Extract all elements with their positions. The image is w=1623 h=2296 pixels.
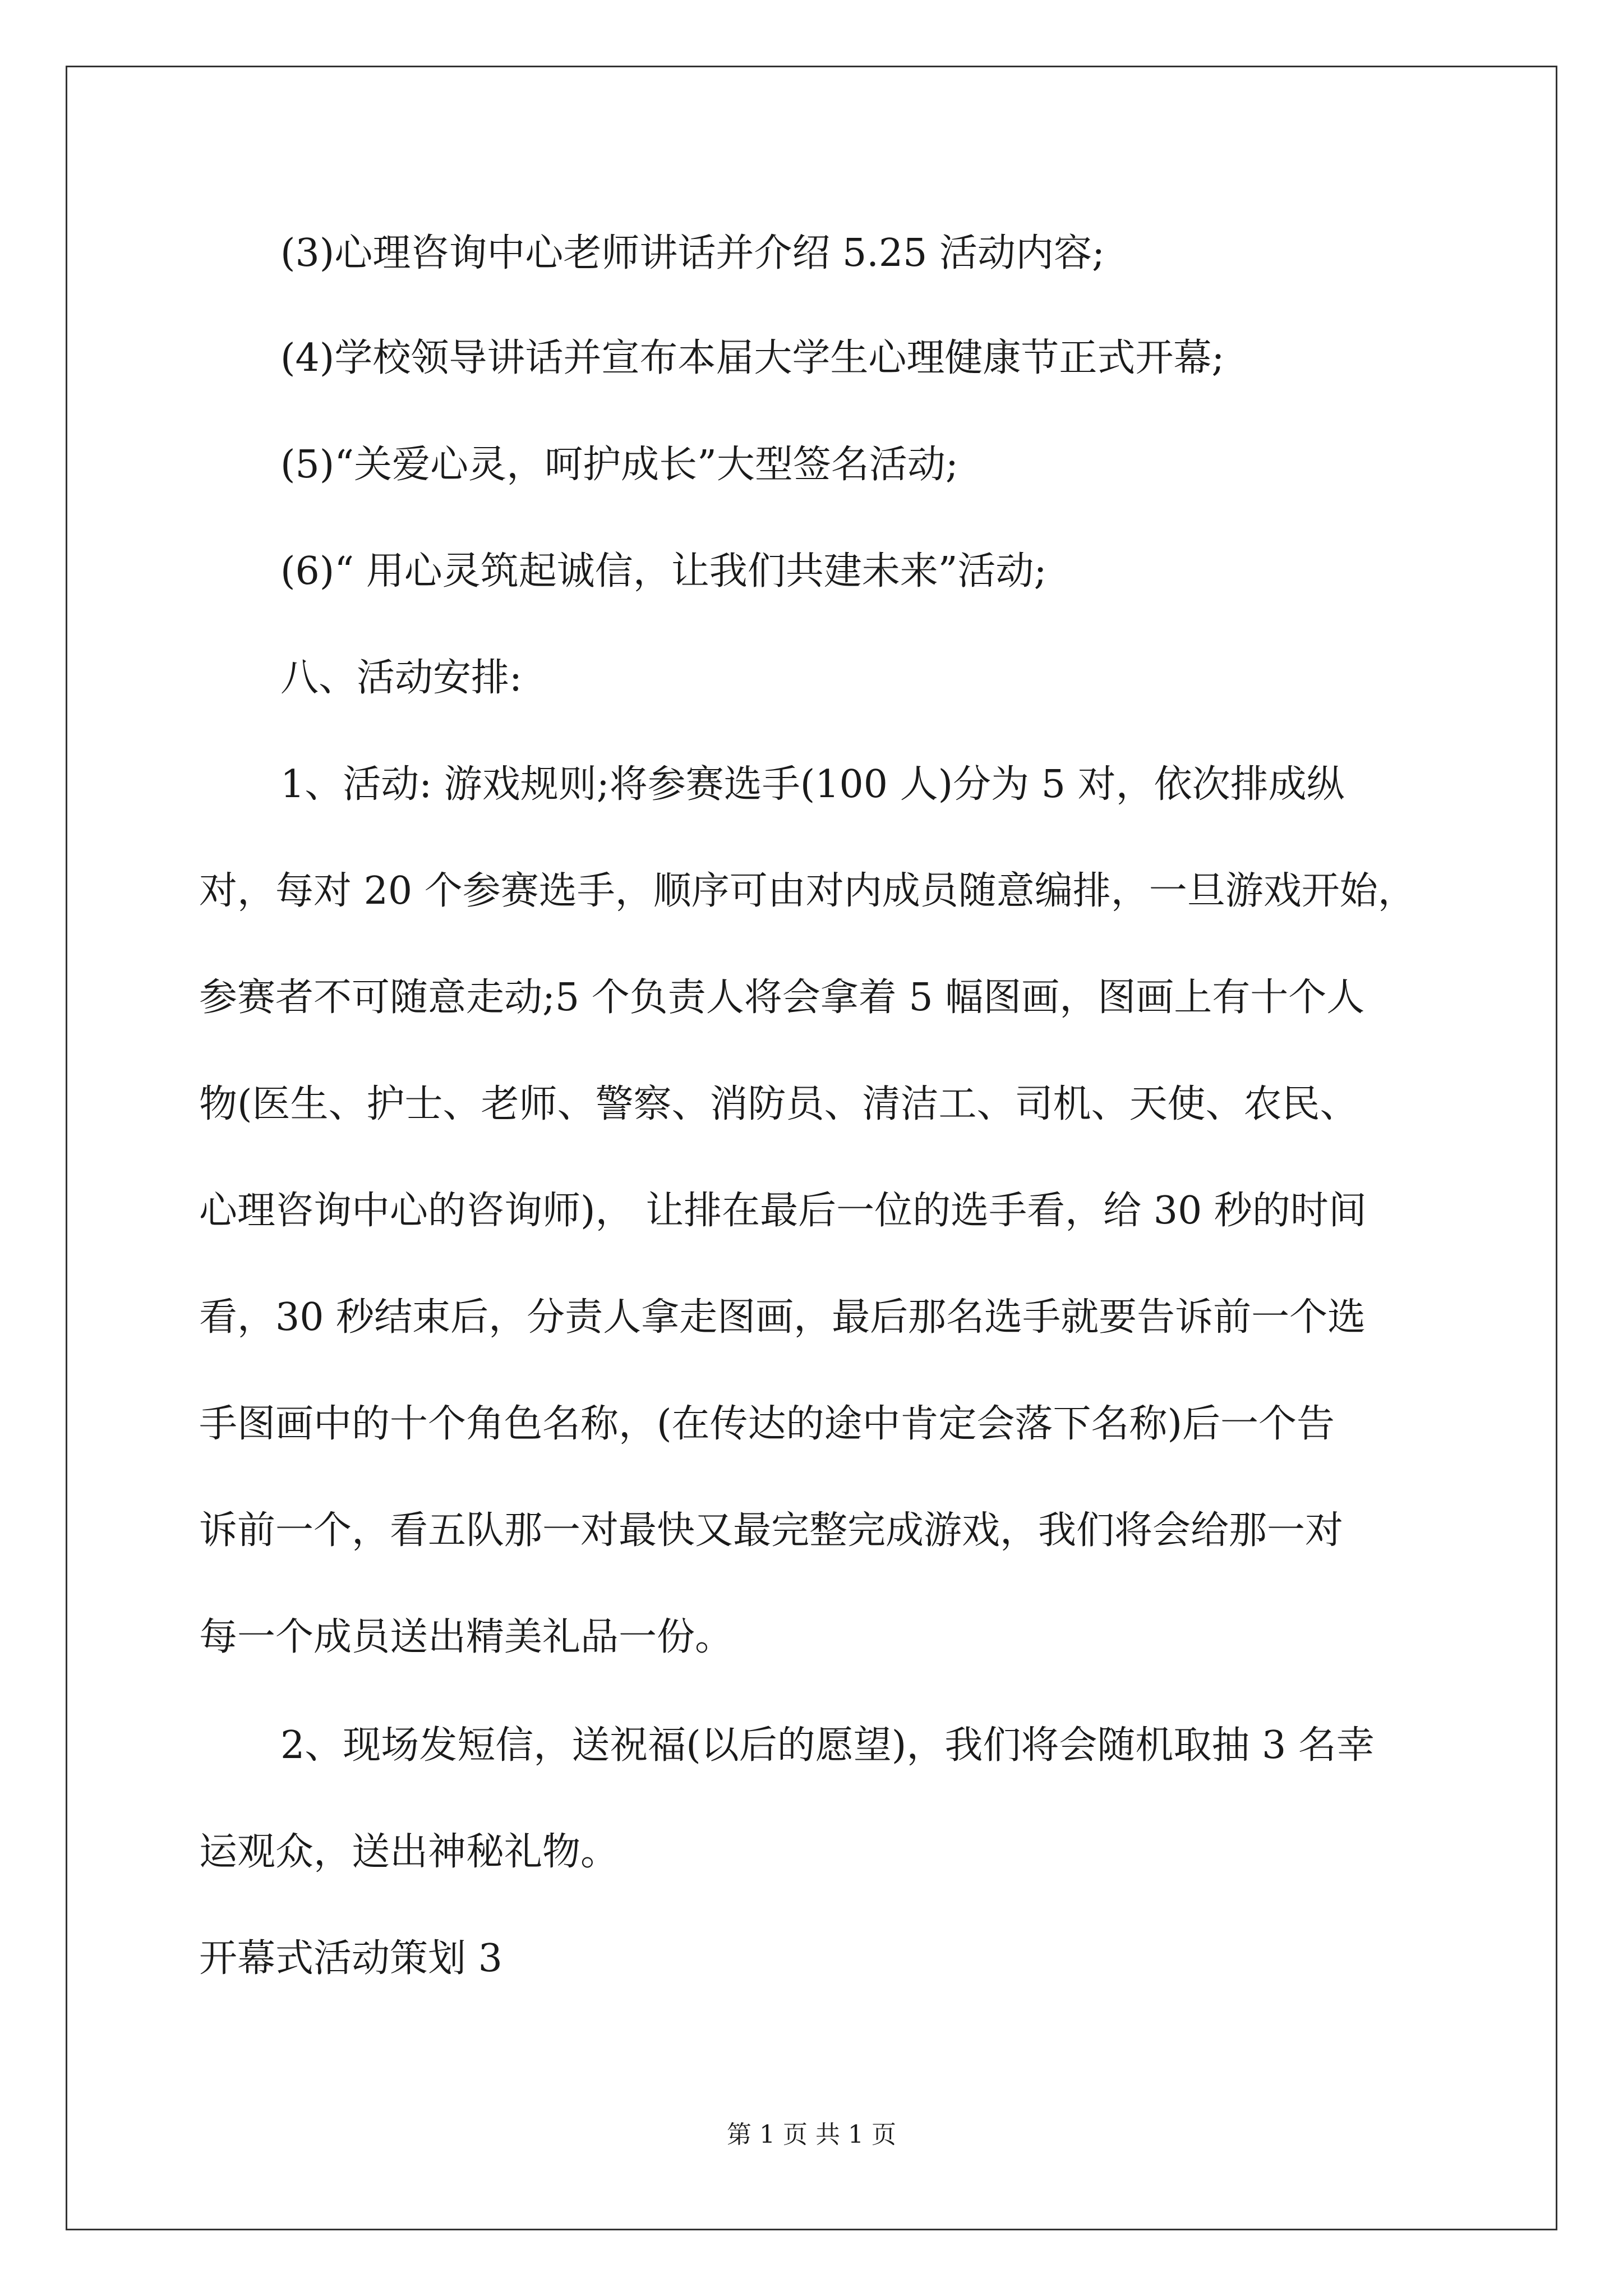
- page-border: [66, 66, 1557, 2230]
- section-heading: 开幕式活动策划 3: [199, 1936, 502, 1981]
- activity-1-line-5: 心理咨询中心的咨询师)， 让排在最后一位的选手看，给 30 秒的时间: [199, 1189, 1367, 1233]
- activity-1-line-9: 每一个成员送出精美礼品一份。: [199, 1615, 734, 1659]
- activity-1-line-1: 1、活动: 游戏规则;将参赛选手(100 人)分为 5 对，依次排成纵: [280, 762, 1345, 807]
- paragraph-item-6: (6)“ 用心灵筑起诚信，让我们共建未来”活动;: [280, 549, 1047, 593]
- activity-1-line-8: 诉前一个，看五队那一对最快又最完整完成游戏，我们将会给那一对: [199, 1508, 1344, 1553]
- paragraph-item-3: (3)心理咨询中心老师讲话并介绍 5.25 活动内容;: [280, 231, 1105, 275]
- activity-1-line-7: 手图画中的十个角色名称，(在传达的途中肯定会落下名称)后一个告: [199, 1402, 1335, 1446]
- paragraph-item-4: (4)学校领导讲话并宣布本届大学生心理健康节正式开幕;: [280, 336, 1225, 380]
- section-title-activity-arrangement: 八、活动安排:: [280, 656, 522, 700]
- activity-1-line-3: 参赛者不可随意走动;5 个负责人将会拿着 5 幅图画，图画上有十个人: [199, 976, 1365, 1020]
- paragraph-item-5: (5)“关爱心灵，呵护成长”大型签名活动;: [280, 443, 958, 487]
- activity-1-line-2: 对，每对 20 个参赛选手，顺序可由对内成员随意编排，一旦游戏开始，: [199, 869, 1416, 913]
- activity-1-line-4: 物(医生、护士、老师、警察、消防员、清洁工、司机、天使、农民、: [199, 1082, 1358, 1126]
- activity-1-line-6: 看，30 秒结束后，分责人拿走图画，最后那名选手就要告诉前一个选: [199, 1295, 1366, 1340]
- activity-2-line-2: 运观众，送出神秘礼物。: [199, 1830, 619, 1874]
- page-footer: 第 1 页 共 1 页: [727, 2120, 896, 2149]
- activity-2-line-1: 2、现场发短信，送祝福(以后的愿望)，我们将会随机取抽 3 名幸: [280, 1723, 1375, 1768]
